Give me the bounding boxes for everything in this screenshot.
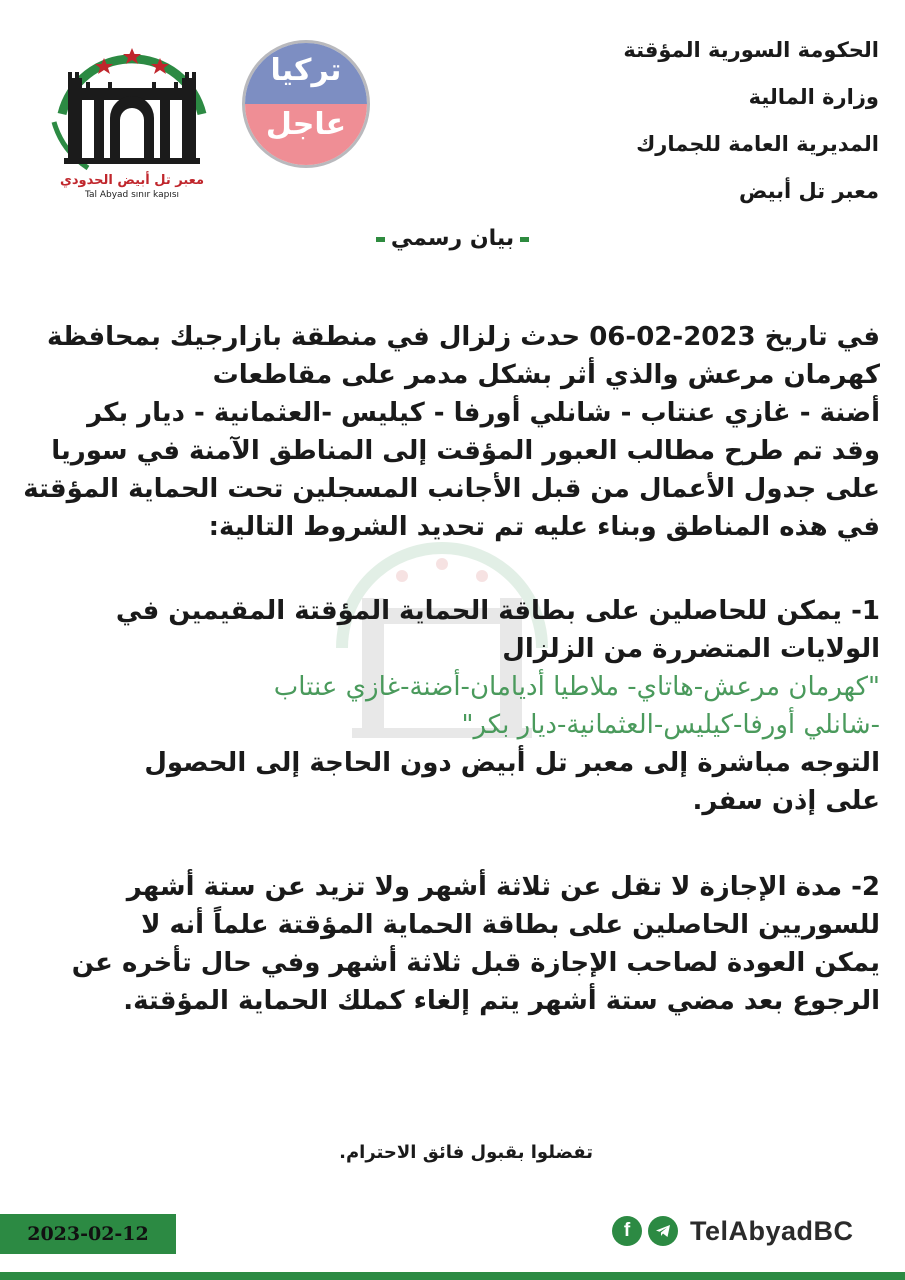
social-handle[interactable] (612, 1213, 854, 1249)
condition-2-line: يمكن العودة لصاحب الإجازة قبل ثلاثة أشهر وفي حال تأخره عن (71, 948, 880, 978)
intro-line: وقد تم طرح مطالب العبور المؤقت إلى المناطق الآمنة في سوريا (51, 436, 880, 466)
condition-2-line: للسوريين الحاصلين على بطاقة الحماية المؤقتة علماً أنه لا (141, 910, 880, 940)
footer-bar (0, 1272, 905, 1280)
facebook-icon[interactable]: f (612, 1216, 642, 1246)
letterhead-ministry: وزارة المالية (748, 85, 879, 109)
condition-2 (44, 868, 880, 1020)
logo-caption-arabic: معبر تل أبيض الحدودي (59, 173, 205, 188)
logo-caption-turkish: Tal Abyad sınır kapısı (84, 190, 180, 200)
condition-2-line: 2- مدة الإجازة لا تقل عن ثلاثة أشهر ولا تزيد عن ستة أشهر (126, 872, 880, 902)
letterhead-directorate: المديرية العامة للجمارك (636, 132, 879, 156)
intro-line: أضنة - غازي عنتاب - شانلي أورفا - كيليس -العثمانية - ديار بكر (87, 398, 880, 428)
letterhead (459, 30, 879, 218)
condition-1-line: الولايات المتضررة من الزلزال (502, 634, 880, 664)
statement-title (0, 226, 905, 251)
letterhead-crossing: معبر تل أبيض (738, 179, 879, 203)
condition-1 (44, 592, 880, 820)
badge-line-2: عاجل (265, 107, 347, 142)
closing-salutation: تفضلوا بقبول فائق الاحترام. (339, 1142, 593, 1163)
intro-line: في هذه المناطق وبناء عليه تم تحديد الشروط التالية: (208, 512, 880, 542)
telegram-plane-glyph (654, 1222, 672, 1240)
page-top-margin (0, 0, 905, 6)
crossing-gate-emblem (48, 18, 216, 173)
turkey-urgent-badge (242, 40, 370, 168)
crossing-logo (48, 18, 216, 204)
condition-1-line: على إذن سفر. (692, 786, 880, 816)
date-badge: 2023-02-12 (0, 1214, 176, 1254)
intro-line: على جدول الأعمال من قبل الأجانب المسجلين تحت الحماية المؤقتة (23, 474, 880, 504)
intro-line: كهرمان مرعش والذي أثر بشكل مدمر على مقاطعات (212, 360, 880, 390)
handle-text[interactable]: TelAbyadBC (690, 1215, 854, 1246)
title-dash-left (376, 237, 385, 242)
condition-2-line: الرجوع بعد مضي ستة أشهر يتم إلغاء كملك الحماية المؤقتة. (123, 986, 880, 1016)
condition-1-line: 1- يمكن للحاصلين على بطاقة الحماية المؤقتة المقيمين في (115, 596, 880, 626)
provinces-line: "كهرمان مرعش-هاتاي- ملاطيا أديامان-أضنة-غازي عنتاب (273, 672, 880, 702)
badge-line-1: تركيا (270, 53, 342, 88)
provinces-line: -شانلي أورفا-كيليس-العثمانية-ديار بكر" (461, 710, 880, 740)
letterhead-government: الحكومة السورية المؤقتة (623, 38, 879, 62)
intro-paragraph (23, 318, 880, 546)
intro-line: في تاريخ 2023-02-06 حدث زلزال في منطقة بازارجيك بمحافظة (47, 322, 880, 352)
title-text: بيان رسمي (390, 226, 515, 251)
telegram-icon[interactable] (648, 1216, 678, 1246)
condition-1-line: التوجه مباشرة إلى معبر تل أبيض دون الحاجة إلى الحصول (144, 748, 880, 778)
title-dash-right (520, 237, 529, 242)
